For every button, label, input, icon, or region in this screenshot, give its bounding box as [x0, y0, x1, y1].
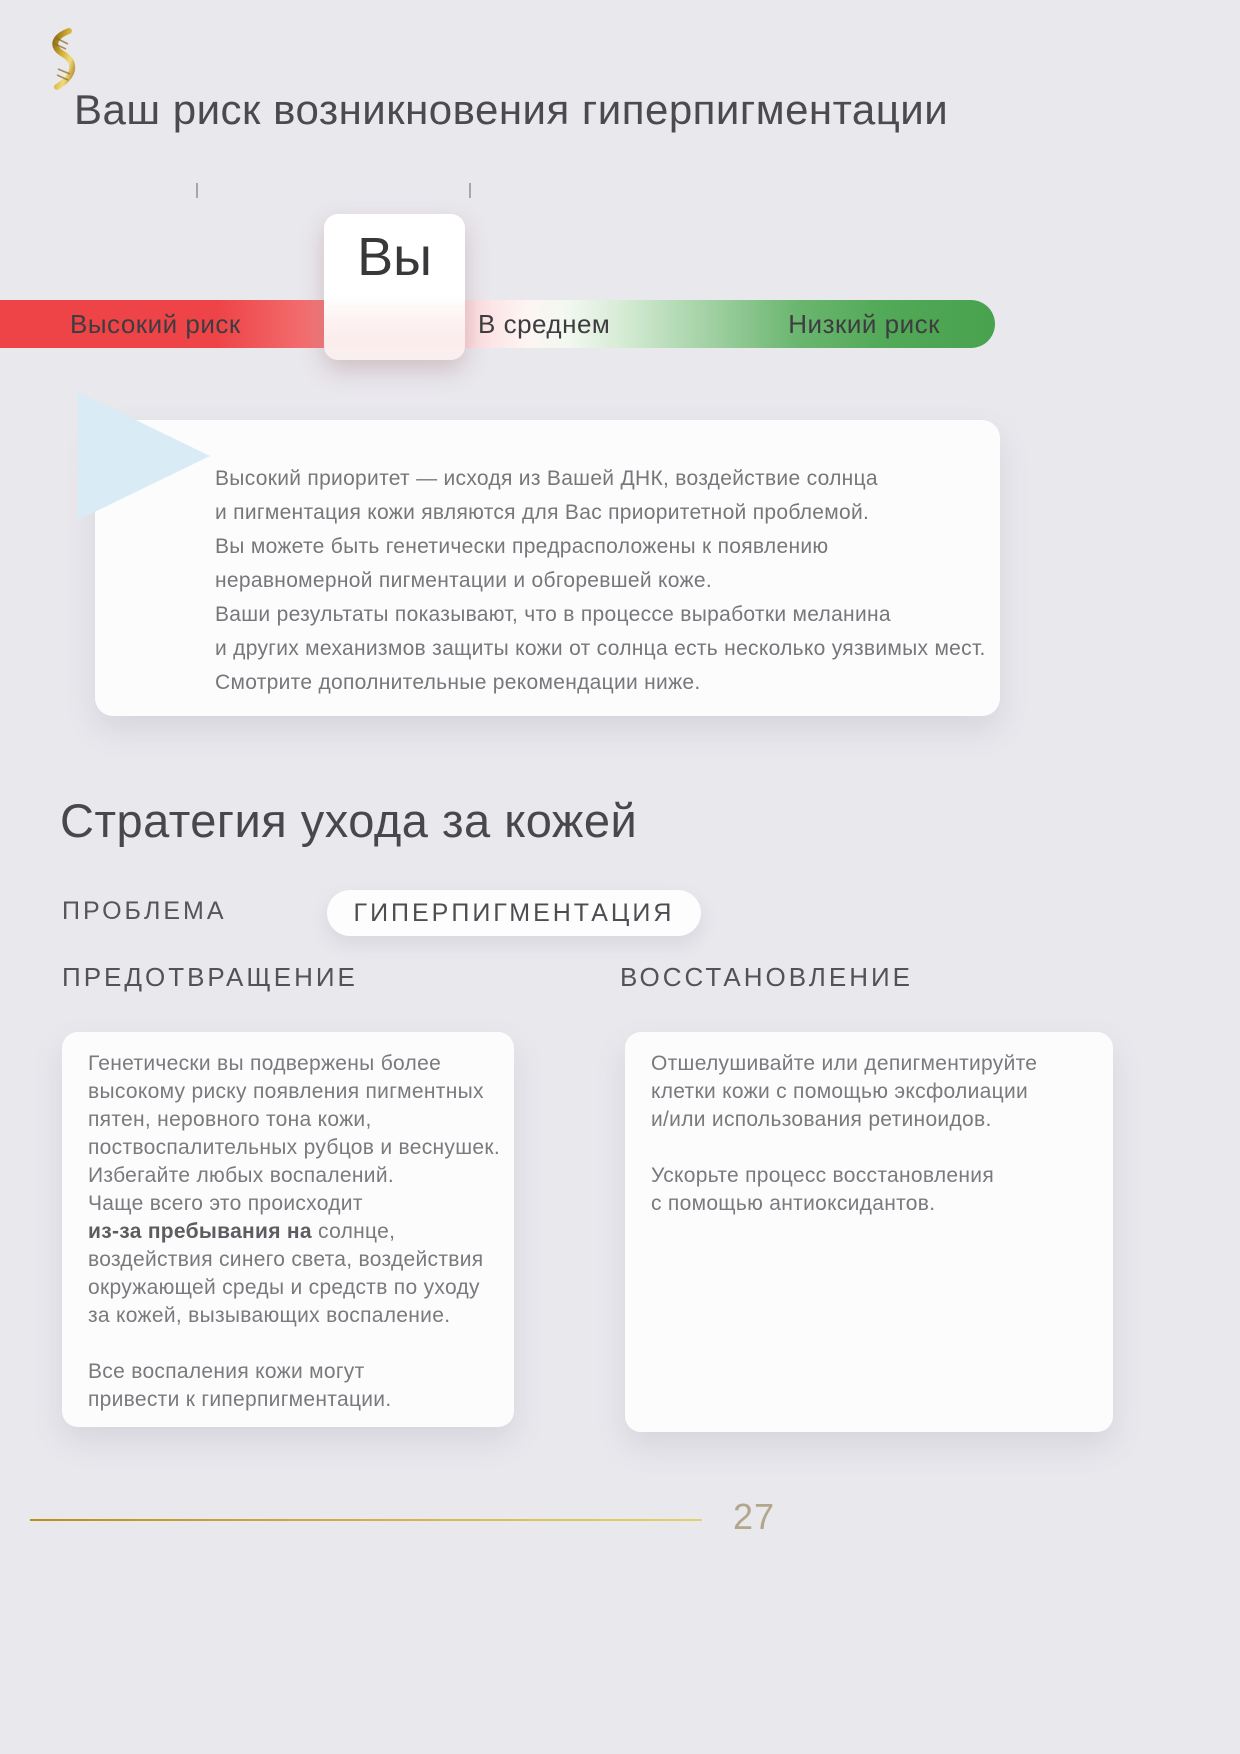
prevention-text: Генетически вы подвержены более высокому риску появления пигментных пятен, неровного тона кожи, поствоспалительных рубцов и веснушек. Избегайте любых воспалений. Чаще всего это происходит из-за пребывания на солнце, воздействия синего света, воздействия окружающей среды и средств по уходу за кожей, вызывающих воспаление. Все воспаления кожи могут привести к гиперпигментации.	[88, 1052, 500, 1411]
risk-marker-label: Вы	[357, 227, 432, 287]
problem-label: ПРОБЛЕМА	[62, 897, 227, 925]
scale-tick-left	[196, 183, 198, 198]
risk-label-medium: В среднем	[478, 309, 611, 339]
scale-tick-right	[469, 183, 471, 198]
brand-logo	[44, 28, 80, 90]
restoration-header: ВОССТАНОВЛЕНИЕ	[620, 962, 914, 992]
dna-helix-icon	[44, 28, 80, 90]
risk-scale-bar	[0, 300, 995, 348]
risk-marker-card	[324, 214, 465, 360]
restoration-text: Отшелушивайте или депигментируйте клетки кожи с помощью эксфолиации и/или использования ретиноидов. Ускорьте процесс восстановления с помощью антиоксидантов.	[651, 1052, 1038, 1215]
prevention-card	[62, 1032, 514, 1427]
footer-divider	[30, 1519, 702, 1521]
problem-badge: ГИПЕРПИГМЕНТАЦИЯ	[327, 890, 701, 936]
strategy-title: Стратегия ухода за кожей	[60, 794, 638, 847]
page-number: 27	[733, 1496, 776, 1537]
risk-label-high: Высокий риск	[70, 309, 241, 339]
summary-text: Высокий приоритет — исходя из Вашей ДНК, воздействие солнца и пигментация кожи являются для Вас приоритетной проблемой. Вы можете быть генетически предрасположены к появлению неравномерной пигментации и обгоревшей коже. Ваши результаты показывают, что в процессе выработки меланина и других механизмов защиты кожи от солнца есть несколько уязвимых мест. Смотрите дополнительные рекомендации ниже.	[215, 467, 986, 694]
prevention-header: ПРЕДОТВРАЩЕНИЕ	[62, 962, 358, 992]
restoration-card	[625, 1032, 1113, 1432]
risk-label-low: Низкий риск	[788, 309, 940, 339]
page-title: Ваш риск возникновения гиперпигментации	[74, 86, 949, 133]
